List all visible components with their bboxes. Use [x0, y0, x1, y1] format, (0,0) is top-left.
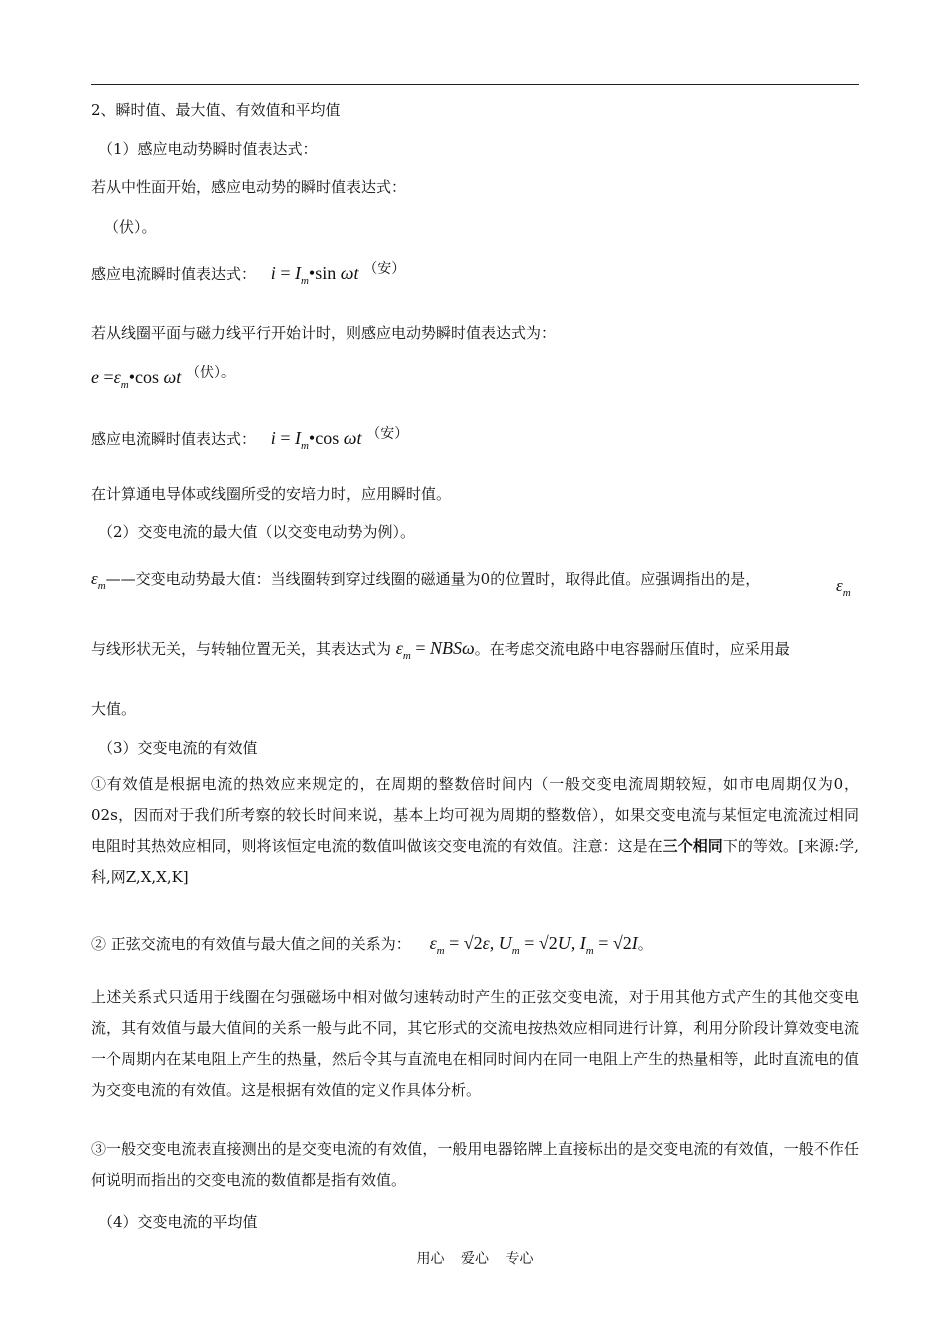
eps-m-symbol-right: $\varepsilon_m$ — [836, 576, 851, 599]
subheading-2: （2）交变电流的最大值（以交变电动势为例）。 — [98, 523, 416, 541]
subheading-4: （4）交变电流的平均值 — [98, 1213, 258, 1231]
effective-value-paragraph-3: 上述关系式只适用于线圈在匀强磁场中相对做匀速转动时产生的正弦交变电流，对于用其他方式产生的其他交变电流，其有效值与最大值间的关系一般与此不同，其它形式的交流电按热效应相同进行计算，利用分阶段计算效变电流一个周期内在某电阻上产生的热量，然后令其与直流电在相同时间内在同一电阻上产生的热量相等，此时直流电的值为交变电流的有效值。这是根据有效值的定义作具体分析。 — [91, 988, 859, 1099]
formula-max-nbs: $\varepsilon_m = NBS\omega$ — [395, 638, 475, 662]
neutral-plane-line: 若从中性面开始，感应电动势的瞬时值表达式： — [91, 178, 407, 196]
formula-i-cos: $i = I_m•\cos$ ωt — [270, 428, 362, 452]
subheading-3: （3）交变电流的有效值 — [98, 739, 258, 757]
footer-text-2: 爱心 — [461, 1251, 489, 1267]
ampere-unit-2: （安） — [366, 426, 409, 442]
eps-m-symbol: $\varepsilon_m$ — [91, 569, 106, 592]
max-value-line-3: 大值。 — [91, 700, 137, 718]
volt-unit-line: （伏）。 — [104, 218, 157, 236]
parallel-plane-line: 若从线圈平面与磁力线平行开始计时，则感应电动势瞬时值表达式为： — [91, 324, 557, 342]
current-expression-1 — [91, 262, 405, 292]
max-value-line-2: 与线形状无关，与转轴位置无关，其表达式为 $\varepsilon_m = NBS\omega$。在考虑交流电路中电容器耐压值时，应采用最 — [91, 638, 790, 662]
effective-value-relation: ② 正弦交流电的有效值与最大值之间的关系为： $\varepsilon_m = √2\varepsilon$, $U_m = √2U$, $I_m = √2I$。 — [91, 933, 653, 957]
ampere-unit-1: （安） — [363, 261, 406, 277]
current-expression-2 — [91, 427, 408, 457]
current-label-1: 感应电流瞬时值表达式： — [91, 265, 257, 283]
subheading-1: （1）感应电动势瞬时值表达式： — [98, 140, 318, 158]
max-text-1: ——交变电动势最大值：当线圈转到穿过线圈的磁通量为0的位置时，取得此值。应强调指出的是， — [105, 570, 761, 588]
footer-text-1: 用心 — [416, 1251, 445, 1267]
formula-i-sin: $i = I_m•\sin$ ωt — [270, 263, 359, 287]
ampere-force-line: 在计算通电导体或线圈所受的安培力时，应用瞬时值。 — [91, 485, 452, 503]
footer-text-3: 专心 — [505, 1251, 534, 1267]
emf-expression — [91, 366, 235, 396]
max-value-line-1 — [91, 568, 760, 597]
header-rule — [91, 84, 859, 85]
formula-e-cos: $e =\varepsilon_m•\cos$ ωt — [91, 367, 182, 391]
volt-unit-2: （伏）。 — [186, 365, 236, 381]
formula-rms: $\varepsilon_m = √2\varepsilon$, $U_m = √2U$, $I_m = √2I$ — [429, 933, 638, 957]
effective-value-paragraph-4: ③一般交变电流表直接测出的是交变电流的有效值，一般用电器铭牌上直接标出的是交变电流的有效值，一般不作任何说明而指出的交变电流的数值都是指有效值。 — [91, 1140, 859, 1189]
page-footer — [0, 1248, 950, 1268]
section-heading: 2、瞬时值、最大值、有效值和平均值 — [91, 101, 341, 119]
effective-value-paragraph-1: ①有效值是根据电流的热效应来规定的，在周期的整数倍时间内（一般交变电流周期较短，如市电周期仅为0，02s，因而对于我们所考察的较长时间来说，基本上均可视为周期的整数倍），如果交变电流与某恒定电流流过相同电阻时其热效应相同，则将该恒定电流的数值叫做该交变电流的有效值。注意：这是在三个相同下的等效。[来源:学,科,网Z,X,X,K] — [91, 775, 859, 886]
current-label-2: 感应电流瞬时值表达式： — [91, 430, 257, 448]
